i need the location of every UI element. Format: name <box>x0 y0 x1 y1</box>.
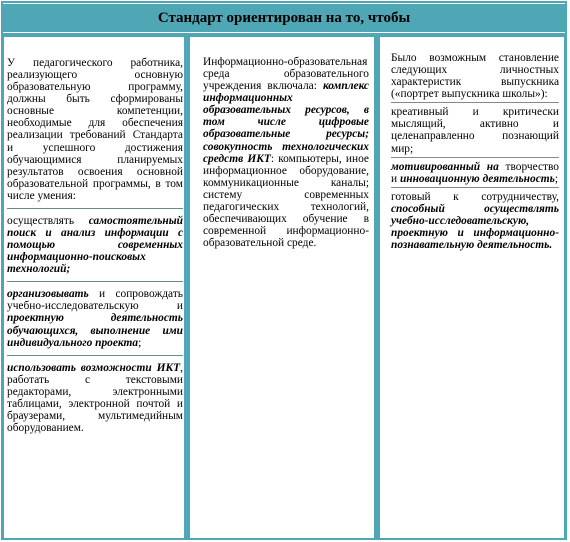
portrait-intro: Было возможным становление следующих личностных характеристик выпускника («портрет выпускника школы»): <box>391 52 559 101</box>
column-graduate-portrait <box>380 37 564 538</box>
competency-ict-emphasis: использовать возможности ИКТ <box>7 361 181 374</box>
competency-search-verb: осуществлять <box>7 214 89 227</box>
competency-search-emphasis: самостоятельный поиск и анализ информации с помощью современных информационно-поисковых технологий; <box>7 214 183 276</box>
portrait-cooperative-text: готовый к сотрудничеству, <box>391 190 559 203</box>
header-border <box>3 3 565 33</box>
portrait-motivated-text: творчество и <box>391 160 559 185</box>
table-frame <box>1 1 567 540</box>
competency-ict <box>7 362 183 434</box>
page-title: Стандарт ориентирован на то, чтобы <box>157 10 411 26</box>
divider <box>7 355 183 356</box>
competency-ict-text: , работать с текстовыми редакторами, электронными таблицами, электронной почтой и браузерами, мультимедийным оборудованием. <box>7 361 183 435</box>
competency-projects-emphasis: проектную деятельность обучающихся, выполнение ими индивидуального проекта <box>7 312 183 349</box>
competency-projects <box>7 288 183 348</box>
info-environment-emphasis: комплекс информационных образовательных ресурсов, в том числе цифровые образовательные ресурсы; совокупность технологических средств ИКТ <box>203 80 369 165</box>
portrait-innovation: инновационную деятельность <box>399 172 555 185</box>
competency-projects-text: и сопровождать учебно-исследовательскую и <box>7 288 183 313</box>
column-teacher-competencies <box>4 37 184 538</box>
divider <box>7 281 183 282</box>
competency-projects-verb: организовывать <box>7 288 89 301</box>
divider <box>391 102 559 103</box>
portrait-creative: креативный и критически мыслящий, активно и целенаправленно познающий мир; <box>391 106 559 155</box>
info-environment-text <box>203 56 369 249</box>
divider <box>391 187 559 188</box>
table-header <box>1 1 567 35</box>
portrait-motivated-end: ; <box>554 172 558 185</box>
competencies-intro: У педагогического работника, реализующего основную образовательную программу, должны быть сформированы основные компетенции, необходимые для обеспечения реализации требований Стандарта и успешного достижения обучающимися планируемых результатов освоения основной образовательной программы, в том числе умения: <box>7 57 183 202</box>
divider <box>7 208 183 209</box>
portrait-cooperative <box>391 191 559 251</box>
portrait-cooperative-emphasis: способный осуществлять учебно-исследовательскую, проектную и информационно-познавательную деятельность. <box>391 202 559 252</box>
info-environment-intro: Информационно-образовательная среда образовательного учреждения включала: <box>203 56 369 93</box>
portrait-motivated-emphasis: мотивированный на <box>391 160 499 173</box>
competency-search <box>7 215 183 275</box>
column-info-environment <box>190 37 374 538</box>
info-environment-rest: : компьютеры, иное информационное оборудование, коммуникационные каналы; систему современных педагогических технологий, обеспечивающих обучение в современной информационно-образовательной среде. <box>203 152 369 250</box>
divider <box>391 157 559 158</box>
competency-projects-end: ; <box>138 336 142 349</box>
portrait-motivated <box>391 161 559 185</box>
